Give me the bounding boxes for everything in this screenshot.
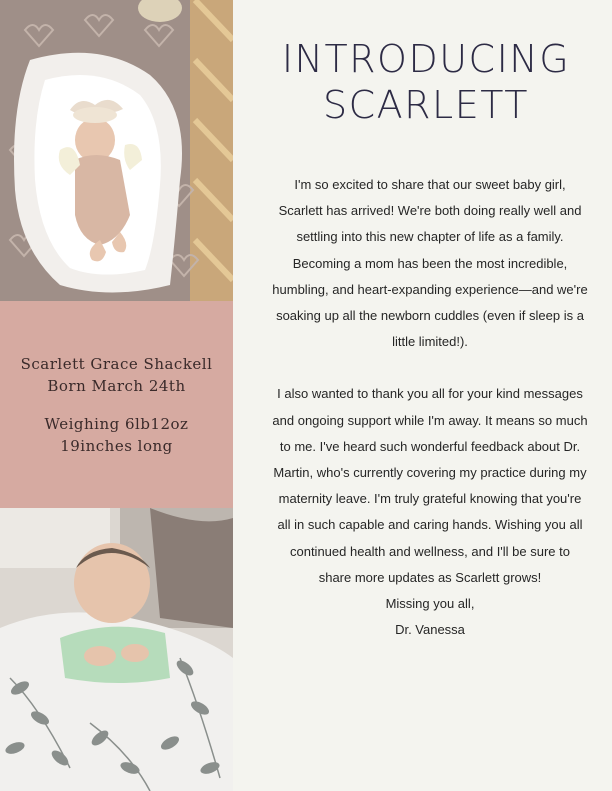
left-column xyxy=(0,0,233,791)
birth-length: 19inches long xyxy=(60,436,173,455)
title-line-1: INTRODUCING xyxy=(281,37,571,81)
message-closing: Missing you all, xyxy=(385,596,475,612)
message-paragraph-1: I'm so excited to share that our sweet baby girl, Scarlett has arrived! We're both doing really well and settling into this new chapter of life as a family. Becoming a mom has been the most incredible, humbling, and heart-expanding experience—and we're soaking up all the newborn cuddles (even if sleep is a little limited!). xyxy=(272,177,588,350)
title-line-2: SCARLETT xyxy=(323,83,529,127)
message-paragraph-2: I also wanted to thank you all for your kind messages and ongoing support while I'm away. It means so much to me. I've heard such wonderful feedback about Dr. Martin, who's currently covering my practice during my maternity leave. I'm truly grateful knowing that you're all in such capable and caring hands. Wishing you all continued health and wellness, and I'll be sure to share more updates as Scarlett grows! xyxy=(272,386,588,585)
newborn-photo-bottom xyxy=(0,508,233,791)
birth-weight: Weighing 6lb12oz xyxy=(44,414,189,433)
announcement-message xyxy=(272,172,588,643)
birth-date: Born March 24th xyxy=(47,376,186,395)
newborn-photo-top xyxy=(0,0,233,301)
page-title xyxy=(270,36,582,128)
baby-info-panel xyxy=(0,301,233,508)
baby-name: Scarlett Grace Shackell xyxy=(20,354,213,373)
message-signature: Dr. Vanessa xyxy=(395,622,465,638)
